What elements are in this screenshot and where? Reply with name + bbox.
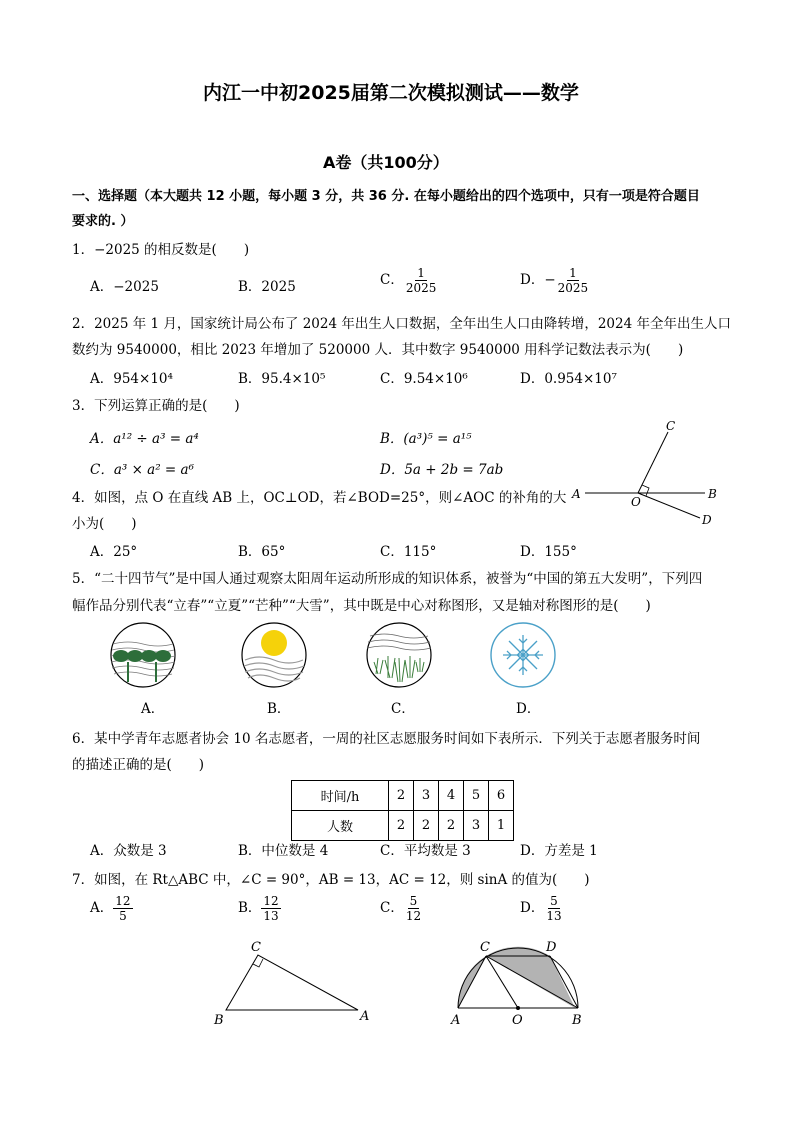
- q4-option-a: A．25°: [90, 544, 138, 560]
- q3-option-c: C．a³ × a² = a⁶: [90, 462, 194, 478]
- table-cell: 2: [439, 811, 464, 841]
- q7-semicircle-figure: [448, 938, 598, 1033]
- q5-option-b: B．: [267, 701, 291, 717]
- question-4-line1: 4．如图，点 O 在直线 AB 上，OC⊥OD，若∠BOD=25°，则∠AOC 的补角的大: [72, 490, 567, 506]
- table-cell: 3: [414, 781, 439, 811]
- q3-option-d: D．5a + 2b = 7ab: [380, 462, 504, 478]
- question-6-line1: 6．某中学青年志愿者协会 10 名志愿者，一周的社区志愿服务时间如下表所示．下列关于志愿者服务时间: [72, 731, 701, 747]
- q7-d-den: 13: [546, 909, 562, 923]
- table-row: [292, 781, 514, 811]
- q5-option-d: D．: [516, 701, 541, 717]
- q7-b-fraction: [261, 894, 280, 923]
- q4-option-b: B．65°: [238, 544, 286, 560]
- table-cell: 2: [389, 811, 414, 841]
- table-cell: 2: [414, 811, 439, 841]
- q7-c-fraction: [404, 894, 423, 923]
- q6-option-a: A．众数是 3: [90, 843, 167, 859]
- q7-option-d: [520, 894, 564, 923]
- lichun-sprout-icon: [108, 622, 178, 692]
- q7-option-a: [90, 894, 133, 923]
- q1-d-fraction: [556, 266, 591, 295]
- ray-od: [638, 493, 700, 518]
- q3-option-a: A．a¹² ÷ a³ = a⁴: [90, 431, 199, 447]
- label-c: C: [666, 419, 676, 433]
- label-c: C: [251, 940, 261, 955]
- question-7-stem: 7．如图，在 Rt△ABC 中，∠C = 90°，AB = 13，AC = 12，则 sinA 的值为( ): [72, 872, 590, 888]
- q4-angle-figure: [570, 418, 730, 528]
- page-title: 内江一中初2025届第二次模拟测试——数学: [203, 82, 579, 104]
- q7-a-prefix: A．: [90, 900, 114, 916]
- section-header-line2: 要求的. ）: [72, 214, 134, 229]
- label-b: B: [572, 1013, 582, 1028]
- q4-option-d: D．155°: [520, 544, 577, 560]
- q7-a-fraction: [113, 894, 132, 923]
- q7-option-b: [238, 894, 281, 923]
- label-b: B: [708, 487, 717, 501]
- q1-option-b: B．2025: [238, 279, 296, 295]
- q1-option-d: [520, 266, 590, 295]
- q6-option-b: B．中位数是 4: [238, 843, 329, 859]
- q7-d-num: 5: [550, 894, 558, 908]
- question-2-line1: 2．2025 年 1 月，国家统计局公布了 2024 年出生人口数据，全年出生人口由降转增，2024 年全年出生人口: [72, 316, 731, 332]
- q1-c-num: 1: [417, 266, 425, 280]
- q7-option-c: [380, 894, 423, 923]
- label-o: O: [631, 495, 641, 509]
- q7-d-fraction: [544, 894, 563, 923]
- q1-c-prefix: C．: [380, 272, 404, 288]
- table-cell: 5: [464, 781, 489, 811]
- table-cell: 4: [439, 781, 464, 811]
- service-time-table: [291, 780, 514, 841]
- q2-option-c: C．9.54×10⁶: [380, 371, 468, 387]
- ray-oc: [638, 432, 668, 493]
- table-cell: 6: [489, 781, 514, 811]
- table-cell: 2: [389, 781, 414, 811]
- label-d: D: [546, 940, 557, 955]
- table-header-time: 时间/h: [292, 781, 389, 811]
- q7-a-den: 5: [119, 909, 127, 923]
- q3-option-b: B．(a³)⁵ = a¹⁵: [380, 431, 472, 447]
- lixia-sun-icon: [239, 622, 309, 692]
- q6-option-c: C．平均数是 3: [380, 843, 471, 859]
- table-cell: 3: [464, 811, 489, 841]
- q2-option-a: A．954×10⁴: [90, 371, 173, 387]
- q1-c-den: 2025: [405, 281, 437, 295]
- right-angle-mark: [642, 485, 649, 496]
- q7-d-prefix: D．: [520, 900, 545, 916]
- q6-option-d: D．方差是 1: [520, 843, 598, 859]
- question-4-line2: 小为( ): [72, 516, 137, 532]
- label-o: O: [512, 1013, 523, 1028]
- q1-d-prefix: D．−: [520, 272, 556, 288]
- q1-option-c: [380, 266, 438, 295]
- daxue-snowflake-icon: [488, 622, 558, 692]
- q1-d-den: 2025: [557, 281, 589, 295]
- q4-option-c: C．115°: [380, 544, 437, 560]
- table-cell: 1: [489, 811, 514, 841]
- q1-option-a: A．−2025: [90, 279, 159, 295]
- q7-b-prefix: B．: [238, 900, 262, 916]
- question-1-stem: 1．−2025 的相反数是( ): [72, 242, 250, 258]
- mangzhong-grass-icon: [364, 622, 434, 692]
- label-a: A: [360, 1009, 370, 1024]
- q5-option-a: A．: [141, 701, 165, 717]
- section-header-line1: 一、选择题（本大题共 12 小题，每小题 3 分，共 36 分. 在每小题给出的四个选项中，只有一项是符合题目: [72, 189, 700, 204]
- question-2-line2: 数约为 9540000，相比 2023 年增加了 520000 人．其中数字 9540000 用科学记数法表示为( ): [72, 342, 684, 358]
- q7-b-num: 12: [263, 894, 279, 908]
- table-header-count: 人数: [292, 811, 389, 841]
- q7-c-prefix: C．: [380, 900, 404, 916]
- q2-option-d: D．0.954×10⁷: [520, 371, 617, 387]
- q7-b-den: 13: [263, 909, 279, 923]
- q7-triangle-figure: [208, 938, 378, 1028]
- q5-option-c: C．: [391, 701, 415, 717]
- label-d: D: [702, 513, 712, 527]
- question-5-line2: 幅作品分别代表“立春”“立夏”“芒种”“大雪”，其中既是中心对称图形，又是轴对称图形的是( ): [72, 598, 651, 614]
- question-6-line2: 的描述正确的是( ): [72, 757, 205, 773]
- label-b: B: [214, 1013, 224, 1028]
- table-row: [292, 811, 514, 841]
- q7-c-den: 12: [405, 909, 422, 923]
- label-c: C: [480, 940, 490, 955]
- q1-c-fraction: [404, 266, 439, 295]
- q2-option-b: B．95.4×10⁵: [238, 371, 326, 387]
- q7-a-num: 12: [115, 894, 131, 908]
- q1-d-num: 1: [569, 266, 577, 280]
- q7-c-num: 5: [409, 894, 418, 908]
- question-5-line1: 5．“二十四节气”是中国人通过观察太阳周年运动所形成的知识体系，被誉为“中国的第五大发明”，下列四: [72, 571, 703, 587]
- question-3-stem: 3．下列运算正确的是( ): [72, 398, 240, 414]
- label-a: A: [451, 1013, 461, 1028]
- label-a: A: [572, 487, 581, 501]
- section-a-title: A卷（共100分）: [323, 153, 449, 172]
